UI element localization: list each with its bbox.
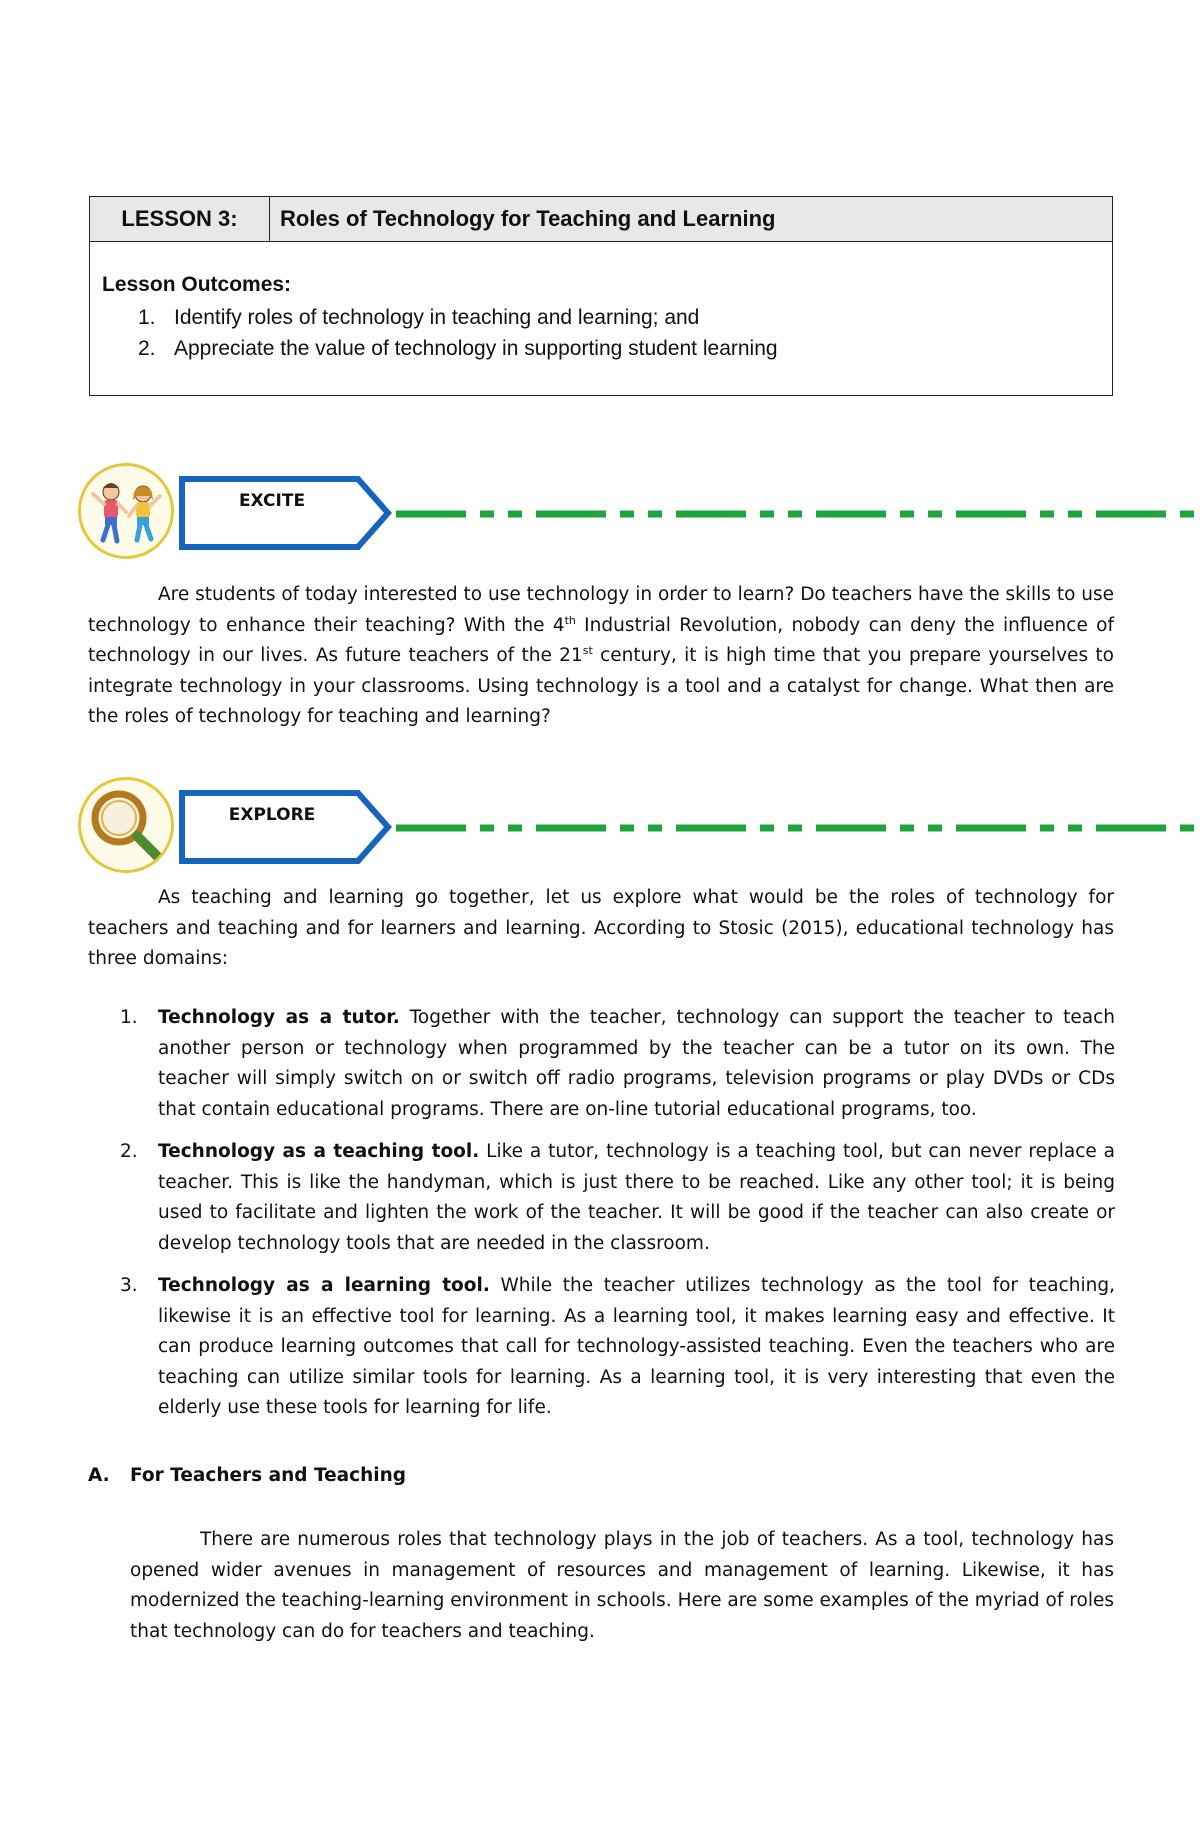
role-text [158,1271,1115,1424]
lesson-header [90,197,1112,242]
section-heading [88,1465,406,1486]
excite-text-2: Industrial Revolution, nobody can deny the influence of technology in our lives. As future teachers of the 21 [88,614,1114,666]
outcomes-label: Lesson Outcomes: [102,273,292,296]
lesson-number: LESSON 3: [90,197,270,241]
role-number: 2. [120,1141,138,1162]
list-item [120,1137,1115,1259]
excite-text-1: Are students of today interested to use technology in order to learn? Do teachers have the skills to use technology to enhance their teaching? With the 4 [88,584,1115,636]
list-item [120,1003,1115,1125]
outcome-number: 2. [138,337,156,360]
role-text [158,1137,1115,1259]
outcomes-list [138,302,778,364]
excite-paragraph [88,580,1114,733]
excite-banner [78,463,1128,563]
explore-intro: As teaching and learning go together, let us explore what would be the roles of technology for teachers and teaching and for learners and learning. According to Stosic (2015), educational technology has three domains: [88,887,1114,969]
role-title: Technology as a tutor. [158,1007,400,1028]
outcome-item [138,333,778,364]
children-icon [78,463,174,559]
dash-divider [396,507,1200,521]
role-title: Technology as a learning tool. [158,1275,490,1296]
magnifier-icon [78,777,174,873]
role-description: While the teacher utilizes technology as the tool for teaching, likewise it is an effective tool for learning. As a learning tool, it makes learning easy and effective. It can produce learning outcomes that call for technology-assisted teaching. Even the teachers who are teaching can utilize similar tools for learning. As a learning tool, it is very interesting that even the elderly use these tools for learning for life. [158,1275,1116,1418]
outcome-number: 1. [138,306,156,329]
lesson-title: Roles of Technology for Teaching and Learning [280,206,776,231]
excite-text-3: century, it is high time that you prepare yourselves to integrate technology in your classrooms. Using technology is a tool and a catalyst for change. What then are the roles of technology for teaching and learning? [88,645,1114,727]
banner-arrow-shape [178,789,394,865]
section-title: For Teachers and Teaching [130,1465,407,1486]
outcome-text: Appreciate the value of technology in supporting student learning [174,337,778,360]
role-text [158,1003,1115,1125]
outcome-text: Identify roles of technology in teaching and learning; and [174,306,700,329]
lesson-box [89,196,1113,396]
outcome-item [138,302,778,333]
superscript-th: th [564,613,576,627]
superscript-st: st [582,643,593,657]
explore-label: EXPLORE [228,805,316,825]
section-letter: A. [88,1465,110,1486]
banner-arrow-shape [178,475,394,551]
section-a-paragraph: There are numerous roles that technology plays in the job of teachers. As a tool, technology has opened wider avenues in management of resources and management of learning. Likewise, it has modernized the teaching-learning environment in schools. Here are some examples of the myriad of roles that technology can do for teachers and teaching. [130,1529,1114,1642]
roles-list [120,1003,1115,1436]
dash-divider [396,821,1200,835]
role-number: 3. [120,1275,138,1296]
role-number: 1. [120,1007,138,1028]
role-title: Technology as a teaching tool. [158,1141,480,1162]
list-item [120,1271,1115,1424]
explore-banner [78,777,1128,877]
excite-label: EXCITE [238,491,306,511]
role-description: Like a tutor, technology is a teaching tool, but can never replace a teacher. This is like the handyman, which is just there to be reached. Like any other tool; it is being used to facilitate and lighten the work of the teacher. It will be good if the teacher can also create or develop technology tools that are needed in the classroom. [158,1141,1115,1254]
role-description: Together with the teacher, technology can support the teacher to teach another person or technology when programmed by the teacher can be a tutor on its own. The teacher will simply switch on or switch off radio programs, television programs or play DVDs or CDs that contain educational programs. There are on-line tutorial educational programs, too. [158,1007,1116,1120]
